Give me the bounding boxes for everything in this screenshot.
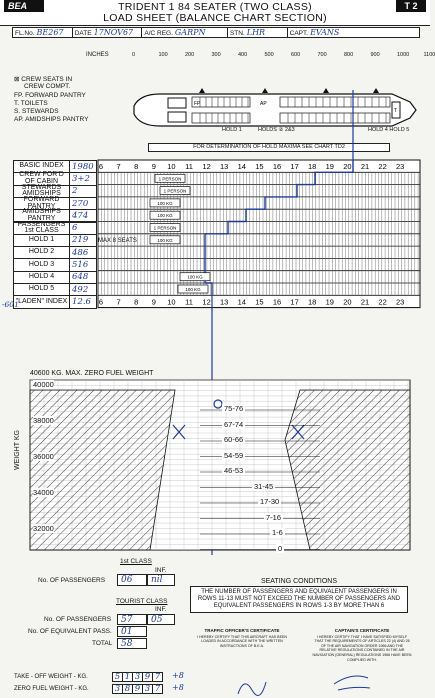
tourist-passengers-label: No. OF PASSENGERS — [44, 616, 112, 623]
row-unit-note: 100 KG — [157, 237, 173, 243]
seat-band-label: 54-59 — [224, 450, 244, 460]
weight-tick-40000: 40000 — [33, 380, 54, 389]
row-label-11: "LADEN" INDEX — [13, 295, 70, 308]
seat-band-label: 46-53 — [224, 466, 244, 475]
captain-field[interactable]: CAPT. EVANS — [289, 28, 340, 37]
inch-tick-700: 700 — [317, 52, 327, 58]
row-unit-note: 1 PERSON — [158, 176, 182, 182]
basic-index-tick-12: 12 — [202, 162, 211, 171]
basic-index-tick-14: 14 — [237, 162, 246, 171]
basic-index-tick-9: 9 — [151, 162, 156, 171]
hold-1-label: HOLD 1 — [222, 127, 242, 133]
laden-index-tick-14: 14 — [237, 297, 246, 307]
basic-index-tick-8: 8 — [134, 162, 139, 171]
legend-toilets: T. TOILETS — [14, 100, 48, 107]
total-passengers-value[interactable]: 58 — [117, 638, 147, 649]
brand-logo: BEA — [4, 0, 44, 12]
inch-tick-400: 400 — [238, 52, 248, 58]
weight-axis-label: WEIGHT KG — [14, 430, 21, 470]
weight-digit[interactable]: 7 — [152, 684, 163, 694]
row-label-7: HOLD 2 — [13, 246, 70, 259]
laden-index-tick-20: 20 — [343, 297, 352, 307]
first-class-passengers-label: No. OF PASSENGERS — [38, 577, 106, 584]
basic-index-tick-17: 17 — [290, 162, 299, 171]
laden-index-tick-18: 18 — [308, 297, 317, 307]
inch-tick-1000: 1000 — [397, 52, 410, 58]
legend-forward-pantry: FP. FORWARD PANTRY — [14, 92, 86, 99]
captain-certificate-heading: CAPTAIN'S CERTIFICATE — [334, 628, 390, 633]
row-label-1: CREW FOR'D OF CABIN — [13, 172, 70, 185]
laden-index-tick-22: 22 — [378, 297, 387, 307]
weight-digit[interactable]: 9 — [142, 672, 153, 682]
seat-band-label: 7-16 — [266, 512, 282, 522]
seat-band-label: 31-45 — [254, 481, 274, 491]
inch-tick-100: 100 — [158, 52, 168, 58]
form-code: T 2 — [396, 0, 426, 12]
row-unit-note: 100 KG — [157, 200, 173, 206]
margin-note: -601 — [2, 300, 19, 309]
laden-index-tick-17: 17 — [290, 297, 299, 307]
laden-index-tick-13: 13 — [220, 297, 229, 307]
max-seats-note: MAX 8 SEATS — [98, 238, 137, 244]
takeoff-weight-suffix: +8 — [172, 671, 184, 680]
row-value-1[interactable]: 3+2 — [70, 172, 97, 185]
inch-tick-0: 0 — [132, 52, 136, 58]
first-class-inf-label: INF. — [155, 567, 167, 574]
laden-index-tick-23: 23 — [396, 297, 405, 307]
weight-digit[interactable]: 8 — [122, 684, 133, 694]
flight-number-field[interactable]: FL.No. BE267 — [13, 28, 73, 37]
seating-conditions-text: THE NUMBER OF PASSENGERS AND EQUIVALENT PASSENGERS IN ROWS 11-13 MUST NOT EXCEED THE NUMBER OF PASSENGERS AND EQUIVALENT PASSENGERS IN ROWS 1-3 BY MORE THAN 6 — [190, 586, 408, 613]
row-value-6[interactable]: 219 — [70, 234, 97, 247]
zfw-label: ZERO FUEL WEIGHT - KG. — [14, 686, 89, 692]
inch-tick-600: 600 — [291, 52, 301, 58]
seat-band-label: 75-76 — [224, 404, 244, 413]
row-value-4[interactable]: 474 — [70, 209, 97, 222]
legend-crew-comp: CREW COMPT. — [24, 83, 71, 90]
row-value-5[interactable]: 6 — [70, 222, 97, 235]
tourist-class-heading: TOURIST CLASS — [116, 598, 168, 605]
seating-conditions — [190, 578, 408, 613]
captain-certificate-text: I HEREBY CERTIFY THAT I HAVE SATISFIED MYSELF THAT THE REQUIREMENTS OF ARTICLES 22 (4) AND 26 OF THE AIR NAVIGATION ORDER 1966 AND THE RELATIVE REGULATIONS CONTAINED IN THE AIR NAVIGATION (GENERAL) REGULATIONS 1966 HAVE BEEN COMPLIED WITH. — [312, 634, 412, 662]
basic-index-tick-18: 18 — [308, 162, 317, 171]
tourist-infants-value[interactable]: 05 — [147, 614, 175, 625]
equivalent-passengers-label: No. OF EQUIVALENT PASS. — [28, 628, 112, 635]
holds-2-3-label: HOLDS ② 2&3 — [258, 127, 295, 133]
row-value-8[interactable]: 516 — [70, 258, 97, 271]
aircraft-reg-field[interactable]: A/C REG. GARPN — [142, 28, 228, 37]
inch-tick-900: 900 — [370, 52, 380, 58]
weight-digit[interactable]: 5 — [112, 672, 123, 682]
station-field[interactable]: STN. LHR — [228, 28, 288, 37]
weight-tick-34000: 34000 — [33, 488, 54, 497]
takeoff-weight-digits[interactable] — [112, 672, 162, 682]
max-zfw-label: 40600 KG. MAX. ZERO FUEL WEIGHT — [30, 370, 154, 377]
row-unit-note: 100 KG — [157, 213, 173, 219]
basic-index-tick-6: 6 — [98, 162, 104, 171]
tourist-passengers-value[interactable]: 57 — [117, 614, 147, 625]
laden-index-tick-9: 9 — [151, 297, 156, 307]
row-label-10: HOLD 5 — [13, 283, 70, 296]
row-label-6: HOLD 1 — [13, 234, 70, 247]
zfw-suffix: +8 — [172, 683, 184, 692]
weight-tick-38000: 38000 — [33, 416, 54, 425]
seat-band-label: 1-6 — [272, 528, 283, 537]
basic-index-tick-11: 11 — [185, 162, 193, 171]
inch-tick-500: 500 — [264, 52, 274, 58]
laden-index-tick-16: 16 — [272, 297, 282, 307]
first-class-heading: 1st CLASS — [120, 558, 152, 565]
basic-index-tick-7: 7 — [116, 162, 121, 171]
inches-label: INCHES — [86, 52, 109, 58]
row-label-4: AMIDSHIPS PANTRY — [13, 209, 70, 222]
weight-digit[interactable]: 3 — [132, 672, 143, 682]
zfw-digits[interactable] — [112, 684, 162, 694]
basic-index-tick-10: 10 — [167, 162, 176, 171]
row-value-7[interactable]: 486 — [70, 246, 97, 259]
takeoff-weight-label: TAKE - OFF WEIGHT - KG. — [14, 674, 88, 680]
svg-text:T: T — [394, 108, 398, 114]
legend-amidships-pantry: AP. AMIDSHIPS PANTRY — [14, 116, 89, 123]
laden-index-tick-7: 7 — [116, 297, 121, 307]
row-label-9: HOLD 4 — [13, 271, 70, 284]
sheet-subtitle: LOAD SHEET (BALANCE CHART SECTION) — [103, 12, 327, 24]
row-label-2: STEWARDS AMIDSHIPS — [13, 185, 70, 198]
first-class-infants-value[interactable]: nil — [147, 574, 175, 586]
traffic-certificate-text: I HEREBY CERTIFY THAT THIS AIRCRAFT HAS BEEN LOADED IN ACCORDANCE WITH THE WRITTEN INSTRUCTIONS OF B.E.A. — [197, 634, 287, 648]
weight-digit[interactable]: 3 — [142, 684, 153, 694]
basic-index-tick-19: 19 — [325, 162, 334, 171]
inch-tick-800: 800 — [344, 52, 354, 58]
laden-index-tick-19: 19 — [325, 297, 334, 307]
laden-index-tick-11: 11 — [185, 297, 193, 307]
hold-maxima-note: FOR DETERMINATION OF HOLD MAXIMA SEE CHART TD2 — [148, 143, 390, 152]
weight-digit[interactable]: 1 — [122, 672, 133, 682]
date-field[interactable]: DATE 17NOV67 — [73, 28, 143, 37]
inch-tick-300: 300 — [211, 52, 221, 58]
row-unit-note: 1 PERSON — [153, 225, 177, 231]
row-value-2[interactable]: 2 — [70, 185, 97, 198]
tourist-inf-label: INF. — [155, 606, 167, 613]
seating-conditions-heading: SEATING CONDITIONS — [260, 578, 338, 585]
row-value-11[interactable]: 12.6 — [70, 295, 97, 308]
traffic-officer-certificate — [196, 629, 288, 648]
laden-index-tick-21: 21 — [360, 297, 370, 307]
laden-index-tick-6: 6 — [98, 297, 104, 307]
row-value-10[interactable]: 492 — [70, 283, 97, 296]
row-label-3: FORWARD PANTRY — [13, 197, 70, 210]
row-value-3[interactable]: 270 — [70, 197, 97, 210]
weight-tick-32000: 32000 — [33, 524, 54, 533]
sheet-title: TRIDENT 1 84 SEATER (TWO CLASS) — [118, 1, 312, 13]
basic-index-tick-23: 23 — [396, 162, 405, 171]
signatures — [230, 664, 380, 698]
row-unit-note: 100 KG — [187, 274, 203, 280]
total-label: TOTAL — [92, 640, 113, 647]
row-label-5: PASSENGERS 1st CLASS — [13, 222, 70, 235]
svg-text:FP: FP — [194, 101, 201, 107]
inch-tick-200: 200 — [185, 52, 195, 58]
laden-index-tick-8: 8 — [134, 297, 139, 307]
seat-band-label: 17-30 — [260, 497, 280, 506]
row-value-0[interactable]: 1980 — [70, 160, 97, 173]
laden-index-tick-15: 15 — [255, 297, 264, 307]
legend-crew-seats: ⊠ CREW SEATS IN — [14, 76, 73, 83]
row-label-0: BASIC INDEX — [13, 160, 70, 173]
svg-text:AP: AP — [260, 101, 267, 107]
weight-digit[interactable]: 3 — [112, 684, 123, 694]
legend-stewards: S. STEWARDS — [14, 108, 59, 115]
row-unit-note: 1 PERSON — [163, 188, 187, 194]
basic-index-tick-21: 21 — [360, 162, 370, 171]
seat-band-label: 67-74 — [224, 419, 244, 429]
captain-certificate — [312, 629, 412, 662]
basic-index-tick-13: 13 — [220, 162, 229, 171]
weight-tick-36000: 36000 — [33, 452, 54, 461]
first-class-passengers-value[interactable]: 06 — [117, 574, 147, 586]
traffic-certificate-heading: TRAFFIC OFFICER'S CERTIFICATE — [204, 628, 280, 633]
seat-band-label: 60-66 — [224, 435, 244, 444]
row-unit-note: 100 KG — [185, 287, 201, 292]
basic-index-tick-20: 20 — [343, 162, 352, 171]
basic-index-tick-22: 22 — [378, 162, 387, 171]
basic-index-tick-15: 15 — [255, 162, 264, 171]
inch-tick-1100: 1100 — [423, 52, 435, 58]
holds-4-5-label: HOLD 4 HOLD 5 — [368, 127, 410, 133]
seat-band-label: 0 — [278, 543, 283, 553]
laden-index-tick-10: 10 — [167, 297, 176, 307]
weight-digit[interactable]: 9 — [132, 684, 143, 694]
laden-index-tick-12: 12 — [202, 297, 211, 307]
equivalent-passengers-value[interactable]: 01 — [117, 626, 147, 637]
row-label-8: HOLD 3 — [13, 258, 70, 271]
basic-index-tick-16: 16 — [272, 162, 282, 171]
weight-digit[interactable]: 7 — [152, 672, 163, 682]
row-value-9[interactable]: 648 — [70, 271, 97, 284]
